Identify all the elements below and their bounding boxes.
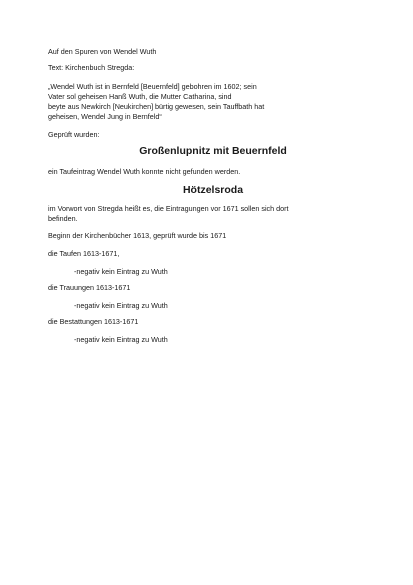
intro-line: im Vorwort von Stregda heißt es, die Eintragungen vor 1671 sollen sich dort [48,204,289,213]
entry-result: -negativ kein Eintrag zu Wuth [74,267,168,276]
entry-label: die Bestattungen 1613-1671 [48,317,139,326]
section-text-grossenlupnitz: ein Taufeintrag Wendel Wuth konnte nicht gefunden werden. [48,167,241,176]
entry-label: die Trauungen 1613-1671 [48,283,131,292]
list-item [48,249,378,277]
quote-block [48,82,378,122]
quote-line: „Wendel Wuth ist in Bernfeld [Beuernfeld] gebohren im 1602; sein [48,82,257,91]
list-item [48,283,378,311]
list-item [48,317,378,345]
document-body [48,47,378,345]
quote-line: Vater sol geheisen Hanß Wuth, die Mutter Catharina, sind [48,92,232,101]
section-heading-hoetzelsroda: Hötzelsroda [182,184,244,196]
entry-list [48,249,378,345]
section-heading-grossenlupnitz: Großenlupnitz mit Beuernfeld [139,145,287,157]
title-line: Auf den Spuren von Wendel Wuth [48,47,157,56]
books-line: Beginn der Kirchenbücher 1613, geprüft wurde bis 1671 [48,231,227,240]
intro-line: befinden. [48,214,78,223]
hoetzelsroda-intro [48,204,378,224]
quote-line: beyte aus Newkirch [Neukirchen] bürtig gewesen, sein Tauffbath hat [48,102,265,111]
entry-result: -negativ kein Eintrag zu Wuth [74,301,168,310]
checked-label: Geprüft wurden: [48,130,100,139]
source-line: Text: Kirchenbuch Stregda: [48,63,135,72]
entry-label: die Taufen 1613-1671, [48,249,120,258]
quote-line: geheisen, Wendel Jung in Bernfeld“ [48,112,162,121]
entry-result: -negativ kein Eintrag zu Wuth [74,335,168,344]
